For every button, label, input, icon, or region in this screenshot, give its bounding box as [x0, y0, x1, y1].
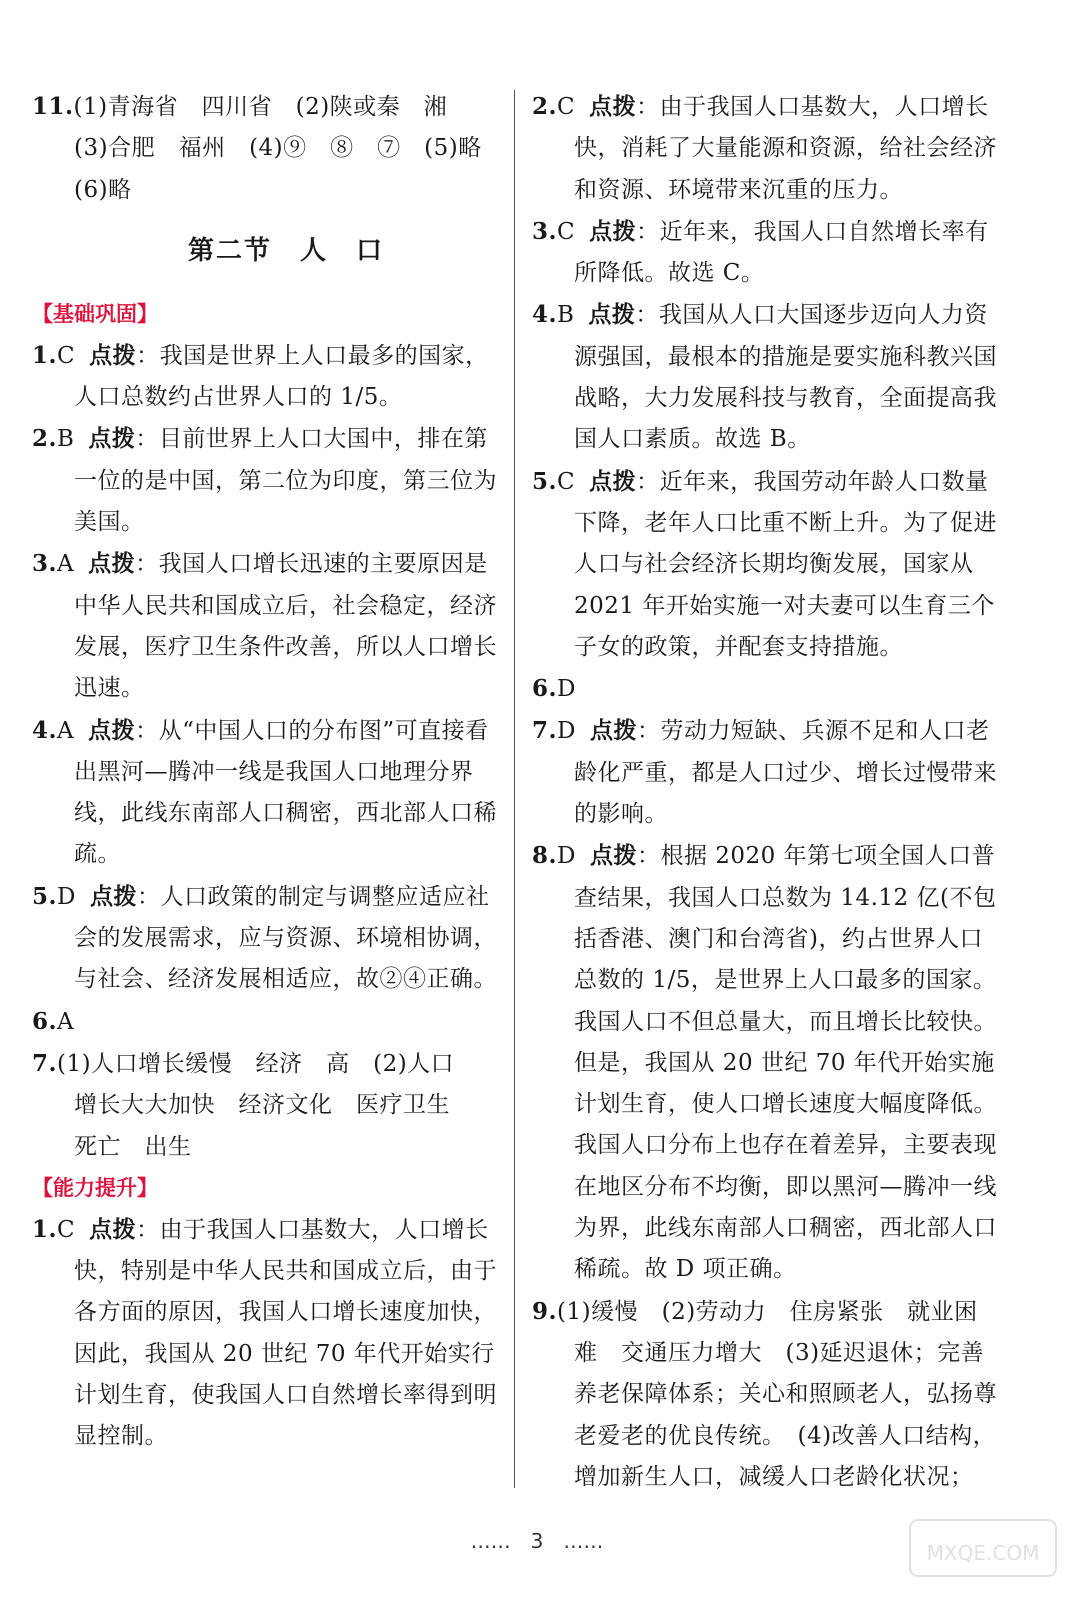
- question-number: 7.: [532, 717, 558, 745]
- question-number: 4.: [532, 301, 558, 329]
- hint-label: 点拨: [589, 842, 637, 870]
- hint-text: ：由于我国人口基数大，人口增长快，消耗了大量能源和资源，给社会经济和资源、环境带来沉重的压力。: [574, 94, 997, 203]
- hint-label: 点拨: [589, 717, 637, 745]
- question-number: 1.: [32, 1215, 58, 1243]
- hint-label: 点拨: [589, 467, 637, 495]
- question-item: [32, 543, 500, 709]
- question-item: [532, 294, 1000, 460]
- hint-label: 点拨: [88, 550, 136, 578]
- question-number: 3.: [532, 217, 558, 245]
- hint-label: 点拨: [89, 1215, 137, 1243]
- hint-label: 点拨: [88, 425, 136, 453]
- hint-label: 点拨: [88, 716, 136, 744]
- hint-label: 点拨: [589, 93, 637, 120]
- answer-line: (6)略: [74, 176, 132, 203]
- hint-text: ：近年来，我国人口自然增长率有所降低。故选 C。: [574, 218, 989, 287]
- answer-choice: A: [57, 1008, 75, 1035]
- question-number: 5.: [32, 882, 58, 910]
- svg-text:MXQE.COM: MXQE.COM: [926, 1541, 1040, 1565]
- answer-choice: D: [557, 843, 576, 870]
- hint-text: ：我国人口增长迅速的主要原因是中华人民共和国成立后，社会稳定，经济发展，医疗卫生条件改善，所以人口增长迅速。: [74, 551, 497, 702]
- question-item: [532, 211, 1000, 295]
- question-11: [32, 86, 500, 211]
- hint-text: ：目前世界上人口大国中，排在第一位的是中国，第二位为印度，第三位为美国。: [74, 426, 497, 536]
- basic-list: [32, 335, 500, 1043]
- hint-label: 点拨: [89, 341, 137, 369]
- answer-choice: D: [557, 676, 576, 703]
- answer-choice: C: [57, 342, 76, 369]
- basic-heading: 【基础巩固】: [32, 301, 158, 326]
- answer-choice: A: [57, 551, 75, 578]
- hint-label: 点拨: [588, 301, 636, 329]
- question-number: 8.: [532, 842, 558, 870]
- hint-text: ：人口政策的制定与调整应适应社会的发展需求，应与资源、环境相协调，与社会、经济发展相适应，故②④正确。: [74, 883, 497, 993]
- answer-choice: B: [57, 426, 75, 453]
- answer-choice: C: [557, 218, 576, 245]
- answer-choice: C: [557, 468, 576, 495]
- answer-line: 增长大大加快 经济文化 医疗卫生: [74, 1092, 450, 1119]
- question-item: [532, 710, 1000, 835]
- answer-line: (3)合肥 福州 (4)⑨ ⑧ ⑦ (5)略: [74, 135, 482, 162]
- hint-label: 点拨: [89, 882, 137, 910]
- question-9: [532, 1291, 1000, 1498]
- left-column: [32, 86, 500, 1458]
- section-title: 第二节 人 口: [187, 235, 384, 266]
- right-column: [532, 86, 1000, 1498]
- question-7: [32, 1043, 500, 1168]
- question-item: [32, 1209, 500, 1458]
- answer-line: (1)青海省 四川省 (2)陕或秦 湘: [73, 94, 448, 120]
- hint-label: 点拨: [589, 217, 637, 245]
- question-number: 11.: [32, 93, 74, 120]
- answer-choice: D: [557, 718, 576, 745]
- answer-line: (1)人口增长缓慢 经济 高 (2)人口: [57, 1050, 455, 1077]
- question-item: [32, 710, 500, 876]
- question-item: [32, 1001, 500, 1043]
- question-item: [32, 876, 500, 1001]
- question-number: 2.: [532, 93, 558, 120]
- answer-choice: A: [57, 717, 75, 744]
- question-number: 6.: [32, 1007, 58, 1035]
- question-item: [532, 461, 1000, 668]
- question-number: 2.: [32, 425, 58, 453]
- page-number: …… 3 ……: [470, 1529, 604, 1553]
- hint-text: ：根据 2020 年第七项全国人口普查结果，我国人口总数为 14.12 亿(不包括香港、澳门和台湾省)，约占世界人口总数的 1/5，是世界上人口最多的国家。我国人口不但总量大，而且增长比较快。但是，我国从 20 世纪 70 年代开始实施计划生育，使人口增长速度大幅度降低。我国人口分布上也存在着差异，主要表现在地区分布不均衡，即以黑河—腾冲一线为界，此线东南部人口稠密，西北部人口稀疏。故 D 项正确。: [574, 843, 997, 1283]
- hint-text: ：近年来，我国劳动年龄人口数量下降，老年人口比重不断上升。为了促进人口与社会经济长期均衡发展，国家从 2021 年开始实施一对夫妻可以生育三个子女的政策，并配套支持措施。: [574, 468, 997, 660]
- question-number: 7.: [32, 1049, 58, 1077]
- answer-choice: C: [557, 94, 576, 120]
- hint-text: ：劳动力短缺、兵源不足和人口老龄化严重，都是人口过少、增长过慢带来的影响。: [574, 718, 997, 828]
- question-item: [532, 86, 1000, 211]
- hint-text: ：由于我国人口基数大，人口增长快，特别是中华人民共和国成立后，由于各方面的原因，我国人口增长速度加快，因此，我国从 20 世纪 70 年代开始实行计划生育，使我国人口自然增长率得到明显控制。: [74, 1216, 497, 1450]
- question-number: 3.: [32, 550, 58, 578]
- question-item: [32, 418, 500, 543]
- hint-text: ：我国是世界上人口最多的国家，人口总数约占世界人口的 1/5。: [74, 342, 489, 411]
- question-number: 1.: [32, 341, 58, 369]
- watermark-logo: [908, 1518, 1058, 1578]
- answer-text: (1)缓慢 (2)劳动力 住房紧张 就业困难 交通压力增大 (3)延迟退休；完善养老保障体系；关心和照顾老人，弘扬尊老爱老的优良传统。 (4)改善人口结构，增加新生人口，减缓人口老龄化状况；: [557, 1298, 997, 1490]
- answer-choice: C: [57, 1216, 76, 1243]
- advance-heading: 【能力提升】: [32, 1175, 158, 1200]
- question-item: [32, 335, 500, 419]
- question-number: 6.: [532, 675, 558, 703]
- answer-choice: D: [57, 883, 76, 910]
- hint-text: ：从“中国人口的分布图”可直接看出黑河—腾冲一线是我国人口地理分界线，此线东南部人口稠密，西北部人口稀疏。: [74, 717, 497, 868]
- question-number: 9.: [532, 1297, 558, 1325]
- hint-text: ：我国从人口大国逐步迈向人力资源强国，最根本的措施是要实施科教兴国战略，大力发展科技与教育，全面提高我国人口素质。故选 B。: [574, 302, 997, 453]
- question-number: 5.: [532, 467, 558, 495]
- column-divider: [514, 90, 515, 1488]
- answer-choice: B: [557, 302, 575, 329]
- question-number: 4.: [32, 716, 58, 744]
- question-item: [532, 668, 1000, 710]
- question-item: [532, 835, 1000, 1290]
- answer-line: 死亡 出生: [74, 1133, 192, 1160]
